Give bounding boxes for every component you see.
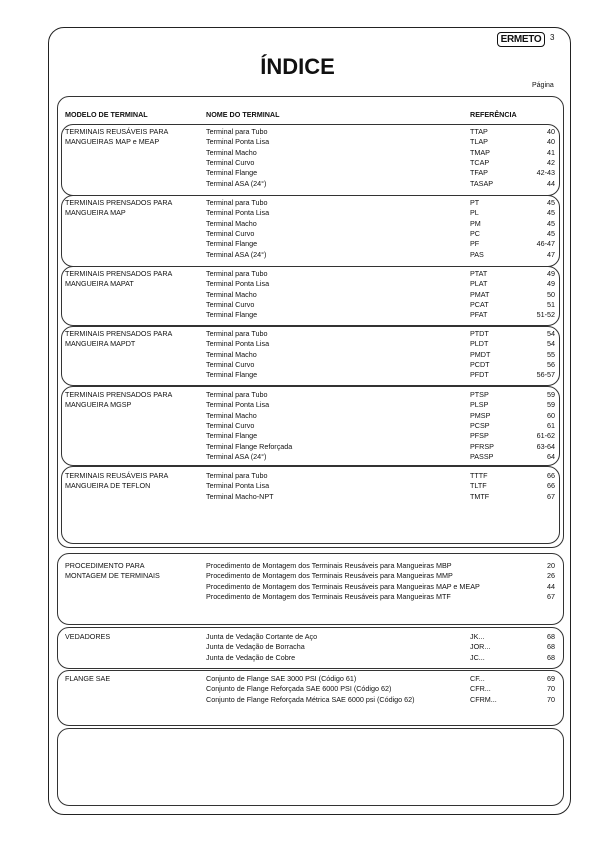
item-page: 45	[547, 218, 555, 228]
item-ref: TCAP	[470, 157, 490, 167]
model-label: MANGUEIRA MAPAT	[65, 279, 134, 289]
item-name: Terminal Macho	[206, 218, 257, 228]
item-page: 70	[547, 694, 555, 704]
item-ref: PMDT	[470, 349, 491, 359]
item-ref: TTAP	[470, 127, 488, 136]
item-name: Conjunto de Flange Reforçada SAE 6000 PSI (Código 62)	[206, 684, 392, 694]
item-ref: PFDT	[470, 370, 489, 380]
item-name: Terminal Curvo	[206, 157, 255, 167]
item-page: 55	[547, 349, 555, 359]
item-page: 44	[547, 581, 555, 591]
item-page: 45	[547, 208, 555, 218]
item-name: Terminal Curvo	[206, 299, 255, 309]
item-ref: CF...	[470, 674, 485, 683]
item-name: Terminal para Tubo	[206, 269, 268, 278]
item-page: 44	[547, 178, 555, 188]
item-name: Terminal Ponta Lisa	[206, 400, 270, 410]
item-page: 66	[547, 481, 555, 491]
item-name: Terminal Curvo	[206, 228, 255, 238]
model-label: FLANGE SAE	[65, 674, 111, 683]
item-name: Terminal Ponta Lisa	[206, 137, 270, 147]
item-page: 26	[547, 571, 555, 581]
item-page: 59	[547, 390, 555, 399]
item-page: 67	[547, 591, 555, 601]
item-ref: PCSP	[470, 420, 490, 430]
item-name: Terminal Ponta Lisa	[206, 481, 270, 491]
item-name: Terminal Flange	[206, 310, 258, 320]
item-ref: CFRM...	[470, 694, 497, 704]
item-page: 68	[547, 642, 555, 652]
item-page: 47	[547, 249, 555, 259]
item-ref: JC...	[470, 652, 485, 662]
item-ref: PF	[470, 239, 480, 249]
item-ref: TMAP	[470, 147, 490, 157]
item-name: Terminal Ponta Lisa	[206, 208, 270, 218]
model-label: TERMINAIS PRENSADOS PARA	[65, 198, 173, 207]
item-name: Conjunto de Flange Reforçada Métrica SAE 6000 psi (Código 62)	[206, 694, 415, 704]
item-ref: PFRSP	[470, 441, 494, 451]
item-page: 45	[547, 228, 555, 238]
item-ref: PAS	[470, 249, 484, 259]
item-name: Terminal Flange	[206, 168, 258, 178]
item-page: 45	[547, 198, 555, 207]
item-ref: TASAP	[470, 178, 494, 188]
item-page: 64	[547, 451, 555, 461]
page-number: 3	[550, 33, 555, 42]
item-name: Junta de Vedação de Cobre	[206, 652, 296, 662]
item-name: Terminal para Tubo	[206, 198, 268, 207]
item-name: Terminal Ponta Lisa	[206, 279, 270, 289]
model-label: MANGUEIRA MAP	[65, 208, 126, 218]
header-name: NOME DO TERMINAL	[206, 110, 280, 119]
item-ref: PLAT	[470, 279, 488, 289]
logo-text: ERMETO	[500, 34, 542, 45]
model-label: TERMINAIS REUSÁVEIS PARA	[65, 471, 169, 480]
item-page: 40	[547, 137, 555, 147]
item-name: Terminal Ponta Lisa	[206, 339, 270, 349]
model-label: PROCEDIMENTO PARA	[65, 561, 145, 570]
model-label: MANGUEIRA MGSP	[65, 400, 132, 410]
item-page: 69	[547, 674, 555, 683]
item-ref: PMSP	[470, 410, 491, 420]
model-label: MANGUEIRAS MAP e MEAP	[65, 137, 160, 147]
item-name: Terminal Macho-NPT	[206, 491, 274, 501]
pagina-label: Página	[532, 82, 554, 89]
item-name: Terminal Macho	[206, 147, 257, 157]
item-page: 68	[547, 632, 555, 641]
item-ref: PFSP	[470, 431, 489, 441]
item-page: 41	[547, 147, 555, 157]
item-name: Terminal Macho	[206, 289, 257, 299]
item-ref: PC	[470, 228, 480, 238]
item-ref: PLSP	[470, 400, 489, 410]
item-page: 61-62	[536, 431, 555, 441]
item-name: Terminal Flange	[206, 370, 258, 380]
brand-logo	[497, 32, 545, 47]
empty-box	[57, 728, 564, 806]
item-name: Terminal Macho	[206, 349, 257, 359]
item-name: Terminal ASA (24°)	[206, 249, 267, 259]
item-ref: JK...	[470, 632, 485, 641]
item-name: Terminal ASA (24°)	[206, 178, 267, 188]
item-ref: PFAT	[470, 310, 488, 320]
model-label: VEDADORES	[65, 632, 111, 641]
item-name: Procedimento de Montagem dos Terminais Reusáveis para Mangueiras MTF	[206, 591, 451, 601]
item-name: Terminal Flange Reforçada	[206, 441, 293, 451]
item-ref: PTSP	[470, 390, 489, 399]
header-ref: REFERÊNCIA	[470, 110, 517, 119]
item-ref: PT	[470, 198, 480, 207]
item-name: Junta de Vedação Cortante de Aço	[206, 632, 318, 641]
item-page: 50	[547, 289, 555, 299]
item-page: 49	[547, 269, 555, 278]
item-page: 49	[547, 279, 555, 289]
item-ref: PCAT	[470, 299, 489, 309]
item-page: 68	[547, 652, 555, 662]
item-page: 56-57	[536, 370, 555, 380]
item-page: 51	[547, 299, 555, 309]
item-name: Terminal Curvo	[206, 359, 255, 369]
item-page: 56	[547, 359, 555, 369]
item-page: 70	[547, 684, 555, 694]
item-name: Junta de Vedação de Borracha	[206, 642, 305, 652]
item-page: 60	[547, 410, 555, 420]
item-ref: TLAP	[470, 137, 488, 147]
item-name: Terminal para Tubo	[206, 471, 268, 480]
item-page: 51-52	[536, 310, 555, 320]
item-name: Terminal para Tubo	[206, 390, 268, 399]
item-page: 42-43	[536, 168, 555, 178]
item-ref: TMTF	[470, 491, 490, 501]
item-name: Terminal Flange	[206, 239, 258, 249]
item-ref: PL	[470, 208, 479, 218]
item-ref: PASSP	[470, 451, 494, 461]
item-name: Terminal para Tubo	[206, 127, 268, 136]
item-ref: PCDT	[470, 359, 490, 369]
item-ref: CFR...	[470, 684, 491, 694]
item-page: 59	[547, 400, 555, 410]
item-name: Terminal para Tubo	[206, 329, 268, 338]
item-page: 61	[547, 420, 555, 430]
item-name: Procedimento de Montagem dos Terminais Reusáveis para Mangueiras MMP	[206, 571, 453, 581]
item-page: 46-47	[536, 239, 555, 249]
item-ref: PM	[470, 218, 481, 228]
item-name: Terminal Flange	[206, 431, 258, 441]
item-name: Terminal Curvo	[206, 420, 255, 430]
item-ref: TTTF	[470, 471, 488, 480]
item-ref: TLTF	[470, 481, 487, 491]
item-page: 54	[547, 339, 555, 349]
model-label: TERMINAIS REUSÁVEIS PARA	[65, 127, 169, 136]
model-label: MONTAGEM DE TERMINAIS	[65, 571, 160, 581]
item-page: 66	[547, 471, 555, 480]
item-page: 42	[547, 157, 555, 167]
item-name: Conjunto de Flange SAE 3000 PSI (Código 61)	[206, 674, 357, 683]
item-ref: JOR...	[470, 642, 491, 652]
item-page: 40	[547, 127, 555, 136]
page-title: ÍNDICE	[260, 54, 335, 79]
model-label: MANGUEIRA DE TEFLON	[65, 481, 151, 491]
model-label: MANGUEIRA MAPDT	[65, 339, 136, 349]
item-name: Procedimento de Montagem dos Terminais Reusáveis para Mangueiras MBP	[206, 561, 452, 570]
item-page: 20	[547, 561, 555, 570]
item-name: Terminal Macho	[206, 410, 257, 420]
item-page: 54	[547, 329, 555, 338]
item-ref: PMAT	[470, 289, 490, 299]
item-name: Terminal ASA (24°)	[206, 451, 267, 461]
header-model: MODELO DE TERMINAL	[65, 110, 148, 119]
item-ref: PTAT	[470, 269, 488, 278]
model-label: TERMINAIS PRENSADOS PARA	[65, 269, 173, 278]
item-ref: PTDT	[470, 329, 489, 338]
item-name: Procedimento de Montagem dos Terminais Reusáveis para Mangueiras MAP e MEAP	[206, 581, 480, 591]
item-page: 67	[547, 491, 555, 501]
item-ref: PLDT	[470, 339, 489, 349]
item-ref: TFAP	[470, 168, 488, 178]
model-label: TERMINAIS PRENSADOS PARA	[65, 329, 173, 338]
model-label: TERMINAIS PRENSADOS PARA	[65, 390, 173, 399]
item-page: 63-64	[536, 441, 555, 451]
